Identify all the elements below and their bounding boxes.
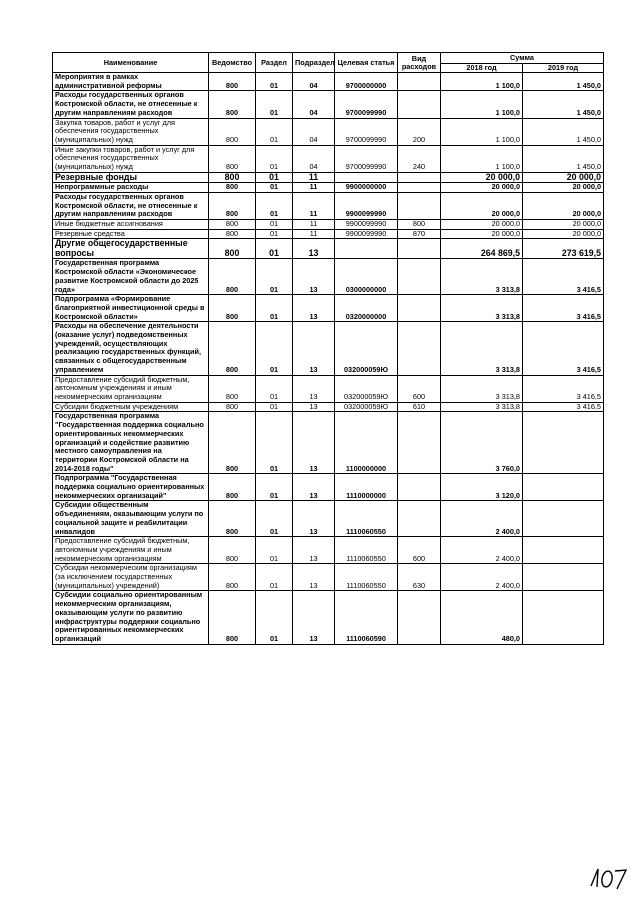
cell-amount-2018: 3 760,0 bbox=[441, 412, 523, 474]
cell-section: 01 bbox=[256, 220, 293, 230]
cell-subsection: 13 bbox=[293, 412, 335, 474]
budget-table bbox=[52, 52, 604, 645]
cell-target-item: 032000059Ю bbox=[335, 402, 398, 412]
cell-subsection: 04 bbox=[293, 118, 335, 145]
cell-amount-2018: 20 000,0 bbox=[441, 220, 523, 230]
cell-amount-2018: 20 000,0 bbox=[441, 192, 523, 219]
cell-target-item: 9700099990 bbox=[335, 145, 398, 172]
cell-subsection: 13 bbox=[293, 402, 335, 412]
table-row bbox=[53, 73, 604, 91]
cell-amount-2019 bbox=[523, 564, 604, 591]
cell-subsection: 13 bbox=[293, 322, 335, 375]
cell-target-item: 1110000000 bbox=[335, 474, 398, 501]
cell-amount-2019: 1 450,0 bbox=[523, 118, 604, 145]
cell-name: Расходы государственных органов Костромской области, не отнесенные к другим направлениям расходов bbox=[53, 91, 209, 118]
cell-subsection: 04 bbox=[293, 73, 335, 91]
cell-expense-type bbox=[398, 295, 441, 322]
cell-department: 800 bbox=[209, 295, 256, 322]
cell-expense-type: 800 bbox=[398, 220, 441, 230]
cell-department: 800 bbox=[209, 259, 256, 295]
header-target-item: Целевая статья bbox=[335, 53, 398, 73]
table-row bbox=[53, 145, 604, 172]
cell-subsection: 11 bbox=[293, 220, 335, 230]
cell-subsection: 13 bbox=[293, 474, 335, 501]
cell-department: 800 bbox=[209, 322, 256, 375]
table-row bbox=[53, 501, 604, 537]
cell-name: Предоставление субсидий бюджетным, автономным учреждениям и иным некоммерческим организациям bbox=[53, 537, 209, 564]
cell-subsection: 13 bbox=[293, 537, 335, 564]
table-body bbox=[53, 73, 604, 645]
cell-amount-2019 bbox=[523, 474, 604, 501]
cell-amount-2018: 3 120,0 bbox=[441, 474, 523, 501]
cell-amount-2019: 3 416,5 bbox=[523, 295, 604, 322]
cell-expense-type: 600 bbox=[398, 375, 441, 402]
cell-department: 800 bbox=[209, 220, 256, 230]
cell-expense-type bbox=[398, 172, 441, 183]
cell-expense-type: 870 bbox=[398, 229, 441, 239]
cell-department: 800 bbox=[209, 375, 256, 402]
cell-expense-type: 630 bbox=[398, 564, 441, 591]
header-expense-type: Вид расходов bbox=[398, 53, 441, 73]
handwritten-page-number bbox=[588, 866, 630, 890]
cell-target-item: 032000059Ю bbox=[335, 322, 398, 375]
cell-section: 01 bbox=[256, 192, 293, 219]
cell-department: 800 bbox=[209, 239, 256, 259]
table-row bbox=[53, 537, 604, 564]
cell-department: 800 bbox=[209, 564, 256, 591]
cell-department: 800 bbox=[209, 172, 256, 183]
cell-amount-2019: 20 000,0 bbox=[523, 220, 604, 230]
cell-amount-2018: 20 000,0 bbox=[441, 172, 523, 183]
cell-target-item: 1110060550 bbox=[335, 564, 398, 591]
cell-amount-2019: 3 416,5 bbox=[523, 259, 604, 295]
cell-target-item bbox=[335, 172, 398, 183]
cell-target-item: 1110060550 bbox=[335, 537, 398, 564]
cell-target-item: 1100000000 bbox=[335, 412, 398, 474]
cell-department: 800 bbox=[209, 474, 256, 501]
cell-amount-2019: 1 450,0 bbox=[523, 91, 604, 118]
cell-department: 800 bbox=[209, 537, 256, 564]
cell-subsection: 11 bbox=[293, 183, 335, 193]
cell-expense-type bbox=[398, 259, 441, 295]
cell-amount-2018: 20 000,0 bbox=[441, 229, 523, 239]
table-row bbox=[53, 591, 604, 644]
cell-name: Предоставление субсидий бюджетным, автономным учреждениям и иным некоммерческим организациям bbox=[53, 375, 209, 402]
cell-section: 01 bbox=[256, 259, 293, 295]
cell-section: 01 bbox=[256, 239, 293, 259]
cell-section: 01 bbox=[256, 183, 293, 193]
cell-section: 01 bbox=[256, 402, 293, 412]
cell-amount-2018: 1 100,0 bbox=[441, 91, 523, 118]
cell-amount-2018: 264 869,5 bbox=[441, 239, 523, 259]
cell-amount-2018: 2 400,0 bbox=[441, 537, 523, 564]
cell-section: 01 bbox=[256, 73, 293, 91]
header-section: Раздел bbox=[256, 53, 293, 73]
cell-name: Подпрограмма "Государственная поддержка социально ориентированных некоммерческих организаций" bbox=[53, 474, 209, 501]
cell-expense-type bbox=[398, 183, 441, 193]
table-row bbox=[53, 183, 604, 193]
cell-department: 800 bbox=[209, 73, 256, 91]
cell-amount-2018: 3 313,8 bbox=[441, 295, 523, 322]
cell-name: Мероприятия в рамках административной реформы bbox=[53, 73, 209, 91]
cell-name: Закупка товаров, работ и услуг для обеспечения государственных (муниципальных) нужд bbox=[53, 118, 209, 145]
cell-target-item: 9700099990 bbox=[335, 91, 398, 118]
cell-amount-2018: 3 313,8 bbox=[441, 322, 523, 375]
cell-department: 800 bbox=[209, 412, 256, 474]
cell-amount-2018: 1 100,0 bbox=[441, 145, 523, 172]
cell-name: Непрограммные расходы bbox=[53, 183, 209, 193]
cell-amount-2018: 480,0 bbox=[441, 591, 523, 644]
cell-section: 01 bbox=[256, 412, 293, 474]
table-row bbox=[53, 474, 604, 501]
cell-target-item: 9900099990 bbox=[335, 220, 398, 230]
table-row bbox=[53, 118, 604, 145]
cell-target-item: 9900099990 bbox=[335, 229, 398, 239]
cell-amount-2019 bbox=[523, 537, 604, 564]
cell-section: 01 bbox=[256, 591, 293, 644]
cell-name: Субсидии общественным объединениям, оказывающим услуги по социальной защите и реабилитации инвалидов bbox=[53, 501, 209, 537]
cell-name: Иные закупки товаров, работ и услуг для обеспечения государственных (муниципальных) нужд bbox=[53, 145, 209, 172]
cell-expense-type bbox=[398, 412, 441, 474]
cell-department: 800 bbox=[209, 192, 256, 219]
table-row bbox=[53, 192, 604, 219]
cell-expense-type bbox=[398, 501, 441, 537]
cell-name: Субсидии некоммерческим организациям (за исключением государственных (муниципальных) учреждений) bbox=[53, 564, 209, 591]
table-row bbox=[53, 322, 604, 375]
table-row bbox=[53, 412, 604, 474]
cell-expense-type bbox=[398, 474, 441, 501]
cell-name: Подпрограмма «Формирование благоприятной инвестиционной среды в Костромской области» bbox=[53, 295, 209, 322]
header-year-2019: 2019 год bbox=[523, 64, 604, 73]
cell-target-item: 9900000000 bbox=[335, 183, 398, 193]
cell-section: 01 bbox=[256, 375, 293, 402]
cell-expense-type bbox=[398, 192, 441, 219]
cell-subsection: 13 bbox=[293, 501, 335, 537]
cell-expense-type bbox=[398, 91, 441, 118]
cell-subsection: 13 bbox=[293, 564, 335, 591]
cell-name: Расходы на обеспечение деятельности (оказание услуг) подведомственных учреждений, осуществляющих реализацию государственных функций, связанных с общегосударственным управлением bbox=[53, 322, 209, 375]
cell-section: 01 bbox=[256, 322, 293, 375]
cell-expense-type bbox=[398, 239, 441, 259]
table-row bbox=[53, 239, 604, 259]
cell-amount-2018: 3 313,8 bbox=[441, 259, 523, 295]
cell-amount-2018: 2 400,0 bbox=[441, 501, 523, 537]
cell-amount-2019: 1 450,0 bbox=[523, 73, 604, 91]
table-header bbox=[53, 53, 604, 73]
cell-section: 01 bbox=[256, 91, 293, 118]
cell-target-item: 0320000000 bbox=[335, 295, 398, 322]
cell-section: 01 bbox=[256, 501, 293, 537]
cell-amount-2019: 1 450,0 bbox=[523, 145, 604, 172]
cell-department: 800 bbox=[209, 91, 256, 118]
table-row bbox=[53, 375, 604, 402]
cell-subsection: 11 bbox=[293, 192, 335, 219]
cell-amount-2019 bbox=[523, 591, 604, 644]
table-row bbox=[53, 295, 604, 322]
cell-amount-2019: 20 000,0 bbox=[523, 172, 604, 183]
cell-subsection: 13 bbox=[293, 591, 335, 644]
cell-amount-2018: 2 400,0 bbox=[441, 564, 523, 591]
cell-amount-2018: 1 100,0 bbox=[441, 118, 523, 145]
cell-department: 800 bbox=[209, 591, 256, 644]
cell-amount-2019: 3 416,5 bbox=[523, 375, 604, 402]
table-row bbox=[53, 564, 604, 591]
cell-expense-type bbox=[398, 73, 441, 91]
cell-name: Субсидии социально ориентированным некоммерческим организациям, оказывающим услуги по развитию инфраструктуры поддержки социально ориентированных некоммерческих организаций bbox=[53, 591, 209, 644]
cell-name: Иные бюджетные ассигнования bbox=[53, 220, 209, 230]
cell-subsection: 13 bbox=[293, 295, 335, 322]
header-amount: Сумма bbox=[441, 53, 604, 64]
header-year-2018: 2018 год bbox=[441, 64, 523, 73]
cell-name: Резервные средства bbox=[53, 229, 209, 239]
cell-department: 800 bbox=[209, 402, 256, 412]
cell-subsection: 13 bbox=[293, 239, 335, 259]
cell-section: 01 bbox=[256, 537, 293, 564]
cell-subsection: 04 bbox=[293, 145, 335, 172]
cell-section: 01 bbox=[256, 474, 293, 501]
cell-department: 800 bbox=[209, 229, 256, 239]
cell-department: 800 bbox=[209, 145, 256, 172]
cell-department: 800 bbox=[209, 183, 256, 193]
table-row bbox=[53, 172, 604, 183]
cell-amount-2019: 3 416,5 bbox=[523, 402, 604, 412]
cell-amount-2018: 3 313,8 bbox=[441, 402, 523, 412]
cell-target-item: 9700099990 bbox=[335, 118, 398, 145]
cell-subsection: 13 bbox=[293, 259, 335, 295]
table-row bbox=[53, 91, 604, 118]
header-subsection: Подраздел bbox=[293, 53, 335, 73]
cell-target-item: 9700000000 bbox=[335, 73, 398, 91]
cell-department: 800 bbox=[209, 501, 256, 537]
cell-name: Государственная программа Костромской области «Экономическое развитие Костромской области до 2025 года» bbox=[53, 259, 209, 295]
cell-name: Другие общегосударственные вопросы bbox=[53, 239, 209, 259]
cell-target-item: 0300000000 bbox=[335, 259, 398, 295]
cell-name: Расходы государственных органов Костромской области, не отнесенные к другим направлениям расходов bbox=[53, 192, 209, 219]
cell-expense-type: 610 bbox=[398, 402, 441, 412]
cell-amount-2018: 1 100,0 bbox=[441, 73, 523, 91]
cell-subsection: 13 bbox=[293, 375, 335, 402]
cell-expense-type: 200 bbox=[398, 118, 441, 145]
cell-expense-type bbox=[398, 322, 441, 375]
table-row bbox=[53, 259, 604, 295]
cell-target-item: 1110060590 bbox=[335, 591, 398, 644]
cell-amount-2018: 20 000,0 bbox=[441, 183, 523, 193]
cell-target-item: 9900099990 bbox=[335, 192, 398, 219]
cell-expense-type: 600 bbox=[398, 537, 441, 564]
cell-amount-2019: 3 416,5 bbox=[523, 322, 604, 375]
cell-section: 01 bbox=[256, 145, 293, 172]
cell-name: Государственная программа "Государственная поддержка социально ориентированных некоммерческих организаций и содействие развитию местного самоуправления на территории Костромской области на 2014-2018 годы" bbox=[53, 412, 209, 474]
cell-amount-2019 bbox=[523, 412, 604, 474]
cell-expense-type bbox=[398, 591, 441, 644]
cell-target-item: 032000059Ю bbox=[335, 375, 398, 402]
cell-amount-2019 bbox=[523, 501, 604, 537]
cell-amount-2019: 20 000,0 bbox=[523, 183, 604, 193]
cell-target-item: 1110060550 bbox=[335, 501, 398, 537]
cell-expense-type: 240 bbox=[398, 145, 441, 172]
cell-section: 01 bbox=[256, 118, 293, 145]
cell-name: Резервные фонды bbox=[53, 172, 209, 183]
cell-target-item bbox=[335, 239, 398, 259]
cell-section: 01 bbox=[256, 295, 293, 322]
cell-amount-2019: 273 619,5 bbox=[523, 239, 604, 259]
cell-amount-2019: 20 000,0 bbox=[523, 229, 604, 239]
header-department: Ведомство bbox=[209, 53, 256, 73]
header-name: Наименование bbox=[53, 53, 209, 73]
cell-section: 01 bbox=[256, 564, 293, 591]
cell-section: 01 bbox=[256, 172, 293, 183]
cell-amount-2018: 3 313,8 bbox=[441, 375, 523, 402]
table-row bbox=[53, 220, 604, 230]
cell-department: 800 bbox=[209, 118, 256, 145]
cell-section: 01 bbox=[256, 229, 293, 239]
cell-subsection: 11 bbox=[293, 229, 335, 239]
cell-amount-2019: 20 000,0 bbox=[523, 192, 604, 219]
cell-subsection: 04 bbox=[293, 91, 335, 118]
cell-subsection: 11 bbox=[293, 172, 335, 183]
cell-name: Субсидии бюджетным учреждениям bbox=[53, 402, 209, 412]
